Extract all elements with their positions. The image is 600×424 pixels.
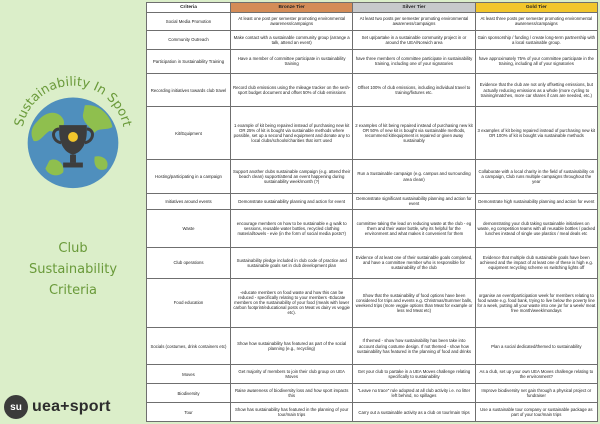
criteria-cell: Club operations bbox=[147, 247, 231, 278]
gold-cell: have approximately 75% of your committee participate in the training, including all of your signatories bbox=[475, 49, 597, 73]
table-header-row bbox=[147, 3, 598, 13]
criteria-cell: Food education bbox=[147, 278, 231, 327]
brand-name: uea+sport bbox=[32, 398, 111, 415]
uea-sport-brand bbox=[4, 394, 111, 420]
bronze-cell: Show how sustainability has featured as part of the social planning (e.g., recycling) bbox=[231, 327, 353, 365]
gold-cell: Gain sponsorship / funding / create long-term partnership with a local sustainable group. bbox=[475, 30, 597, 49]
criteria-cell: Community Outreach bbox=[147, 30, 231, 49]
globe-trophy-icon bbox=[4, 62, 142, 200]
table-row bbox=[147, 73, 598, 106]
gold-cell: demonstrating your club taking sustainable initiatives on waste, eg competition teams with all reusable bottles / packed lunches instead of single use plastics / meal deals etc bbox=[475, 210, 597, 248]
silver-cell: Get your club to partake in a UEA Moves challenge relating specifically to sustainability bbox=[353, 365, 475, 384]
header-gold-tier: Gold Tier bbox=[475, 3, 597, 13]
bronze-cell: Support another clubs sustainable campaign (e.g. attend their beach clean) support/attend an event happening during sustainability week/month (?) bbox=[231, 160, 353, 193]
table-row bbox=[147, 160, 598, 193]
bronze-cell: Sustainability pledge included in club code of practice and sustainable goals set in club development plan bbox=[231, 247, 353, 278]
gold-cell: As a club, set up your own UEA Moves challenge relating to the environment? bbox=[475, 365, 597, 384]
table-row bbox=[147, 384, 598, 403]
gold-cell: Evidence that multiple club sustainable goals have been achieved and the impact of at least one of these is high e.g. equipment recycling scheme vs switching lights off bbox=[475, 247, 597, 278]
silver-cell: committee taking the lead on reducing waste at the club - eg them and their water bottle, why its helpful for the environment and what makes it convenient for them bbox=[353, 210, 475, 248]
criteria-cell: Tour bbox=[147, 403, 231, 422]
gold-cell: Collaborate with a local charity in the field of sustainability on a campaign, Club runs multiple campaigns throughout the year bbox=[475, 160, 597, 193]
silver-cell: Offset 100% of club emissions, including individual travel to training/fixtures etc. bbox=[353, 73, 475, 106]
club-sustainability-criteria-title bbox=[0, 238, 146, 301]
silver-cell: Demonstrate significant sustainability planning and action for event bbox=[353, 193, 475, 210]
bronze-cell: Raise awareness of biodiversity loss and how sport impacts this bbox=[231, 384, 353, 403]
silver-cell: have three members of committee participate in sustainability training, including one of your signatories bbox=[353, 49, 475, 73]
criteria-cell: Participation in Sustainability Training bbox=[147, 49, 231, 73]
gold-cell: Plan a social dedicated/themed to sustainability bbox=[475, 327, 597, 365]
criteria-table-wrapper bbox=[146, 2, 597, 422]
table-row bbox=[147, 247, 598, 278]
title-line-3: Criteria bbox=[48, 283, 98, 298]
table-row bbox=[147, 107, 598, 160]
criteria-cell: Initiatives around events bbox=[147, 193, 231, 210]
gold-cell: organise an event/participation week for members relating to food waste e.g. food bank, trying to live below the poverty line for a week, putting all your waste into one jar for a week/ meat free month/week/mondays bbox=[475, 278, 597, 327]
table-row bbox=[147, 13, 598, 31]
logo-title: Sustainability In Sport bbox=[11, 74, 135, 129]
bronze-cell: Have a member of committee participate in sustainability training bbox=[231, 49, 353, 73]
header-bronze-tier: Bronze Tier bbox=[231, 3, 353, 13]
gold-cell: Improve biodiversity net gain through a physical project or fundraiser bbox=[475, 384, 597, 403]
silver-cell: "Leave no trace" rule adopted at all club activity i.e. no litter left behind, no spillages bbox=[353, 384, 475, 403]
header-criteria: Criteria bbox=[147, 3, 231, 13]
su-logo-icon: su bbox=[4, 395, 28, 419]
title-line-1: Club bbox=[58, 241, 88, 256]
silver-cell: Set up/partake in a sustainable community project in or around the UEA/Norwich area bbox=[353, 30, 475, 49]
silver-cell: Carry out a sustainable activity as a club on tour/main trips bbox=[353, 403, 475, 422]
criteria-cell: Biodiversity bbox=[147, 384, 231, 403]
table-row bbox=[147, 193, 598, 210]
title-line-2: Sustainability bbox=[28, 262, 118, 277]
bronze-cell: -educate members on food waste and how this can be reduced - specifically relating to your members -Educate members on the sustainability of your food (meals with lower carbon footprint/educational posts on Meat vs dairy vs veggie etc). bbox=[231, 278, 353, 327]
bronze-cell: Record club emissions using the mileage tracker on the sesh-sport budget document and offset 50% of club emissions bbox=[231, 73, 353, 106]
table-row bbox=[147, 278, 598, 327]
gold-cell: At least three posts per semester promoting environmental awareness/campaigns bbox=[475, 13, 597, 31]
bronze-cell: Get majority of members to join their club group on UEA Moves bbox=[231, 365, 353, 384]
silver-cell: 2 examples of kit being repaired instead of purchasing new kit OR 50% of new kit is bought via sustainable methods, recommend kit/equipment is repaired or given away sustainably bbox=[353, 107, 475, 160]
left-panel bbox=[0, 0, 146, 424]
table-row bbox=[147, 403, 598, 422]
criteria-cell: Hosting/participating in a campaign bbox=[147, 160, 231, 193]
gold-cell: Use a sustainable tour company or sustainable package as part of your tour/main trips bbox=[475, 403, 597, 422]
criteria-cell: Kit/Equipment bbox=[147, 107, 231, 160]
bronze-cell: At least one post per semester promoting environmental awareness/campaigns bbox=[231, 13, 353, 31]
gold-cell: Demonstrate high sustainability planning and action for event bbox=[475, 193, 597, 210]
table-row bbox=[147, 210, 598, 248]
criteria-cell: Waste bbox=[147, 210, 231, 248]
criteria-table bbox=[146, 2, 598, 422]
table-row bbox=[147, 327, 598, 365]
silver-cell: Show that the sustainability of food options have been considered for trips and events e.g. Christmas/Summer balls, weekend trips (more veggie options than Meat for example or less red Meat etc) bbox=[353, 278, 475, 327]
table-row bbox=[147, 49, 598, 73]
table-row bbox=[147, 365, 598, 384]
silver-cell: Run a Sustainable campaign (e.g. campus and surrounding area clean) bbox=[353, 160, 475, 193]
sustainability-in-sport-logo bbox=[4, 62, 142, 200]
criteria-cell: Social Media Promotion bbox=[147, 13, 231, 31]
header-silver-tier: Silver Tier bbox=[353, 3, 475, 13]
silver-cell: At least two posts per semester promoting environmental awareness/campaigns bbox=[353, 13, 475, 31]
table-row bbox=[147, 30, 598, 49]
bronze-cell: Show has sustainability has featured in the planning of your tour/main trips bbox=[231, 403, 353, 422]
gold-cell: Evidence that the club are not only offsetting emissions, but actually reducing emissions as a whole (more cycling to training/matches, more car shares if cars are needed, etc.) bbox=[475, 73, 597, 106]
bronze-cell: Make contact with a sustainable community group (arrange a talk, attend an event) bbox=[231, 30, 353, 49]
bronze-cell: encourage members on how to be sustainable e.g walk to sessions, reusable water bottles, recycled clothing material/towels - evie (in the form of social media posts?) bbox=[231, 210, 353, 248]
criteria-cell: Moves bbox=[147, 365, 231, 384]
silver-cell: If themed - show how sustainability has been take into account during costume design. If not themed - show how sustainability has featured in the planning of food and drinks bbox=[353, 327, 475, 365]
bronze-cell: 1 example of kit being repaired instead of purchasing new kit OR 25% of kit is bought via sustainable methods where possible, set up a second hand equipment and donate any to local clubs/schools/charities that isn't used bbox=[231, 107, 353, 160]
silver-cell: Evidence of at least one of their sustainable goals completed, and have a committee member who is responsible for sustainability of the club bbox=[353, 247, 475, 278]
bronze-cell: Demonstrate sustainability planning and action for event bbox=[231, 193, 353, 210]
criteria-cell: Socials (costumes, drink containers etc) bbox=[147, 327, 231, 365]
gold-cell: 3 examples of kit being repaired instead of purchasing new kit OR 100% of kit is bought via sustainable methods bbox=[475, 107, 597, 160]
criteria-cell: Recording initiatives towards club travel bbox=[147, 73, 231, 106]
